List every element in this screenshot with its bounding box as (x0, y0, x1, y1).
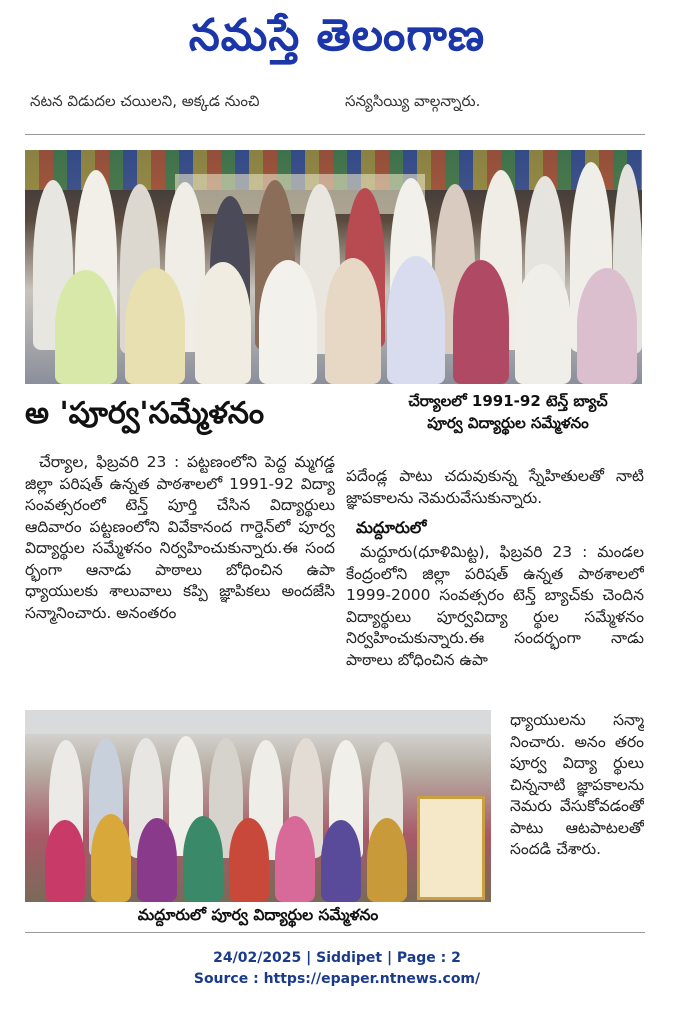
photo1-caption-line2: పూర్వ విద్యార్థుల సమ్మేళనం (427, 414, 589, 432)
footer-edition-line: 24/02/2025 | Siddipet | Page : 2 (213, 950, 461, 966)
maddur-subhead: మద్దూరులో (356, 518, 427, 537)
top-divider (25, 134, 645, 135)
photo2-caption: మద్దూరులో పూర్వ విద్యార్థుల సమ్మేళనం (137, 906, 379, 924)
building-wall (25, 710, 491, 734)
left-column-text: చేర్యాల, ఫిబ్రవరి 23 : పట్టణంలోని పెద్ద మ్మగడ్డ జిల్లా పరిషత్ ఉన్నత పాఠశాలలో 1991-92 విద్యా సంవత్సరంలో టెన్త్ పూర్తి చేసిన విద్యార్థులు ఆదివారం పట్టణంలోని వివేకానంద గార్డెన్‌లో పూర్వ విద్యార్థుల సమ్మేళనం నిర్వహించుకున్నారు.ఈ సంద ర్భంగా ఆనాడు పాఠాలు బోధించిన ఉపా ధ్యాయులకు శాలువాలు కప్పి జ్ఞాపికలు అందజేసి సన్మానించారు. అనంతరం (25, 453, 335, 622)
bottom-divider (25, 932, 645, 933)
newspaper-title: నమస్తే తెలంగాణ (188, 10, 486, 61)
cut-text-right: సన్యసియ్యి వాల్గన్నారు. (345, 92, 481, 110)
photo-cheryal-reunion (25, 150, 642, 384)
right-column-middle-text: మద్దూరు(ధూళిమిట్ట), ఫిబ్రవరి 23 : మండల కేంద్రంలోని జిల్లా పరిషత్ ఉన్నత పాఠశాలలో 1999-2000 సంవత్సరం టెన్త్ బ్యాచ్‌కు చెందిన విద్యార్థులు పూర్వవిద్యా ర్థుల సమ్మేళనం నిర్వహించుకున్నారు.ఈ సందర్భంగా నాడు పాఠాలు బోధించిన ఉపా (346, 543, 644, 669)
right-column-bottom-text: ధ్యాయులను సన్మా నించారు. అనం తరం పూర్వ విద్యా ర్థులు చిన్ననాటి జ్ఞాపకాలను నెమరు వేసుకోవడంతో పాటు ఆటపాటలతో సందడి చేశారు. (510, 711, 644, 858)
cut-text-left: నటన విడుదల చయిలని, అక్కడ నుంచి (30, 92, 260, 110)
photo1-caption-line1: చేర్యాలలో 1991-92 టెన్త్ బ్యాచ్ (408, 392, 608, 410)
masthead (0, 0, 674, 82)
right-column-top-text: పదేండ్ల పాటు చదువుకున్న స్నేహితులతో నాటి జ్ఞాపకాలను నెమరువేసుకున్నారు. (346, 467, 644, 507)
article-headline: అ 'పూర్వ'సమ్మేళనం (25, 396, 265, 431)
footer-source-line: Source : https://epaper.ntnews.com/ (193, 971, 481, 987)
photo1-caption (372, 390, 644, 434)
framed-portrait (417, 796, 485, 900)
photo-maddur-reunion (25, 710, 491, 902)
banner (175, 174, 425, 214)
